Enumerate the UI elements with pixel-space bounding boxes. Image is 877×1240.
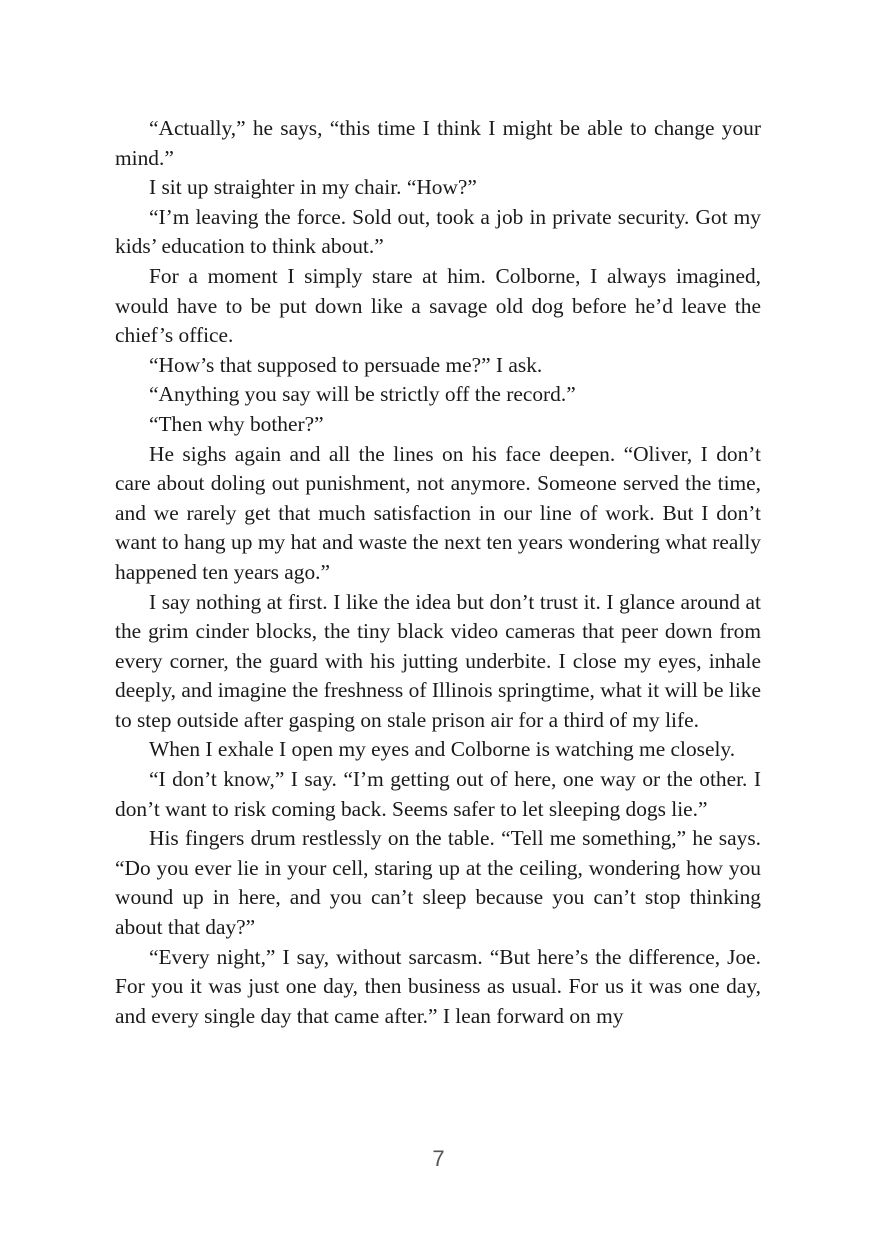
page-number: 7 — [432, 1146, 445, 1171]
paragraph: When I exhale I open my eyes and Colborne is watching me closely. — [149, 737, 736, 762]
paragraph: “Every night,” I say, without sarcasm. “But here’s the difference, Joe. For you it was just one day, then business as usual. For us it was one day, and every single day that came after.” I lean forward on my — [115, 944, 761, 1028]
paragraph: “I’m leaving the force. Sold out, took a job in private security. Got my kids’ education to think about.” — [115, 204, 761, 259]
paragraph: “How’s that supposed to persuade me?” I ask. — [149, 352, 543, 377]
paragraph: I sit up straighter in my chair. “How?” — [149, 175, 477, 200]
paragraph: “Actually,” he says, “this time I think I might be able to change your mind.” — [115, 116, 761, 170]
paragraph: “Anything you say will be strictly off the record.” — [149, 382, 576, 407]
paragraph: He sighs again and all the lines on his face deepen. “Oliver, I don’t care about doling out punishment, not anymore. Someone served the time, and we rarely get that much satisfaction in our line of work. But I don’t want to hang up my hat and waste the next ten years wondering what really happened ten years ago.” — [115, 441, 761, 584]
paragraph: His fingers drum restlessly on the table. “Tell me something,” he says. “Do you ever lie in your cell, staring up at the ceiling, wondering how you wound up in here, and you can’t sleep because you can’t stop thinking about that day?” — [115, 826, 761, 940]
page-body — [115, 114, 761, 1031]
paragraph: For a moment I simply stare at him. Colborne, I always imagined, would have to be put down like a savage old dog before he’d leave the chief’s office. — [115, 263, 761, 348]
paragraph: “Then why bother?” — [149, 411, 324, 436]
paragraph: “I don’t know,” I say. “I’m getting out of here, one way or the other. I don’t want to risk coming back. Seems safer to let sleeping dogs lie.” — [115, 767, 761, 821]
paragraph: I say nothing at first. I like the idea but don’t trust it. I glance around at the grim cinder blocks, the tiny black video cameras that peer down from every corner, the guard with his jutting underbite. I close my eyes, inhale deeply, and imagine the freshness of Illinois springtime, what it will be like to step outside after gasping on stale prison air for a third of my life. — [115, 589, 761, 732]
